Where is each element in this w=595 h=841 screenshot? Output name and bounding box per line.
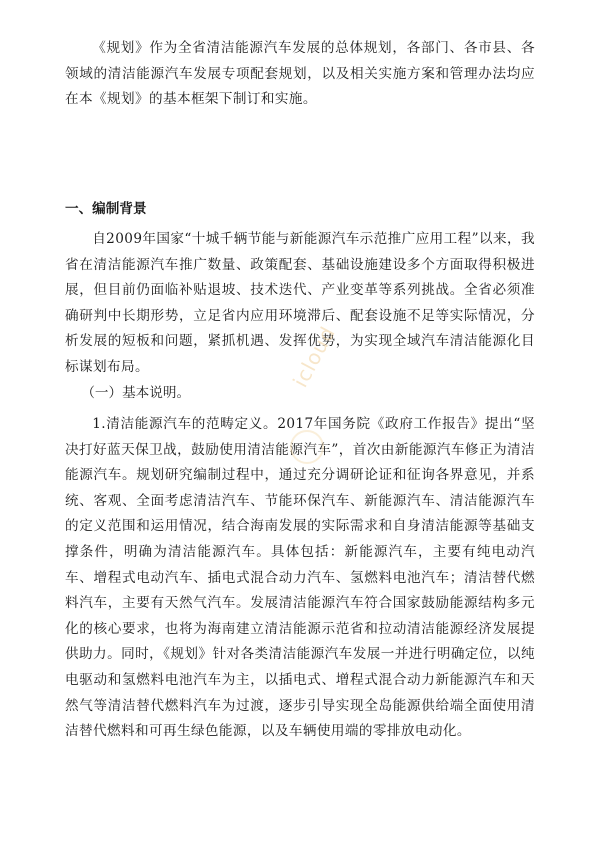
subsection-heading: （一）基本说明。 <box>81 385 191 401</box>
definition-paragraph: 1.清洁能源汽车的范畴定义。2017年国务院《政府工作报告》提出“坚决打好蓝天保卫战，鼓励使用清洁能源汽车”，首次由新能源汽车修正为清洁能源汽车。规划研究编制过程中，通过充分调研论证和征询各界意见，并系统、客观、全面考虑清洁汽车、节能环保汽车、新能源汽车、清洁能源汽车的定义范围和运用情况，结合海南发展的实际需求和自身清洁能源等基础支撑条件，明确为清洁能源汽车。具体包括：新能源汽车，主要有纯电动汽车、增程式电动汽车、插电式混合动力汽车、氢燃料电池汽车；清洁替代燃料汽车，主要有天然气汽车。发展清洁能源汽车符合国家鼓励能源结构多元化的核心要求，也将为海南建立清洁能源示范省和拉动清洁能源经济发展提供助力。同时，《规划》针对各类清洁能源汽车发展一并进行明确定位，以纯电驱动和氢燃料电池汽车为主，以插电式、增程式混合动力新能源汽车和天然气等清洁替代燃料汽车为过渡，逐步引导实现全岛能源供给端全面使用清洁替代燃料和可再生绿色能源，以及车辆使用端的零排放电动化。 <box>65 416 535 740</box>
intro-paragraph: 《规划》作为全省清洁能源汽车发展的总体规划，各部门、各市县、各领域的清洁能源汽车发展专项配套规划，以及相关实施方案和管理办法均应在本《规划》的基本框架下制订和实施。 <box>65 40 535 108</box>
watermark: icloud <box>288 321 341 392</box>
watermark-logo-icon <box>290 430 324 464</box>
background-paragraph: 自2009年国家“十城千辆节能与新能源汽车示范推广应用工程”以来，我省在清洁能源汽车推广数量、政策配套、基础设施建设多个方面取得积极进展，但目前仍面临补贴退坡、技术迭代、产业变革等系列挑战。全省必须准确研判中长期形势，立足省内应用环境滞后、配套设施不足等实际情况，分析发展的短板和问题，紧抓机遇、发挥优势，为实现全域汽车清洁能源化目标谋划布局。 <box>65 231 535 375</box>
section-heading: 一、编制背景 <box>65 201 147 217</box>
